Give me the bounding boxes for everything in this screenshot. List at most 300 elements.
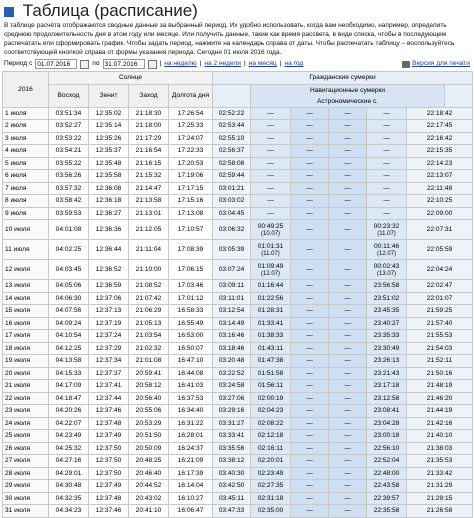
to-label: по: [92, 60, 100, 67]
astro-dusk-cell: —: [329, 107, 367, 120]
sunrise-cell: 04:29:01: [49, 467, 89, 480]
date-from-input[interactable]: [35, 59, 77, 69]
sunrise-cell: 03:55:22: [49, 157, 89, 170]
civil-dusk-cell: 21:26:58: [407, 505, 473, 518]
civil-dawn-cell: 03:01:21: [213, 182, 251, 195]
astro-dawn-cell: —: [291, 480, 329, 493]
sunrise-cell: 04:01:08: [49, 220, 89, 240]
zenith-cell: 12:37:46: [89, 505, 129, 518]
sunset-cell: 21:08:52: [129, 280, 169, 293]
civil-dusk-cell: 22:16:42: [407, 132, 473, 145]
table-row: [3, 330, 473, 343]
civil-dawn-cell: 03:47:33: [213, 505, 251, 518]
nautical-dawn-cell: 01:56:11: [251, 380, 291, 393]
sunset-cell: 20:59:41: [129, 367, 169, 380]
astro-dusk-cell: —: [329, 292, 367, 305]
table-row: [3, 280, 473, 293]
sunset-cell: 21:13:58: [129, 195, 169, 208]
nautical-dawn-cell: 02:08:22: [251, 417, 291, 430]
nautical-dusk-cell-date: (13.07): [377, 270, 397, 277]
daylength-cell: 17:20:53: [169, 157, 213, 170]
sunrise-cell: 04:18:47: [49, 392, 89, 405]
daylength-cell: 17:13:08: [169, 207, 213, 220]
nautical-dawn-cell-date: (10.07): [261, 230, 281, 237]
astro-dawn-cell: —: [291, 220, 329, 240]
nautical-dawn-cell: —: [251, 195, 291, 208]
civil-dawn-cell: 03:05:39: [213, 240, 251, 260]
zenith-cell: 12:37:49: [89, 480, 129, 493]
astro-dawn-cell: —: [291, 260, 329, 280]
date-to-input[interactable]: [103, 59, 145, 69]
calendar-from-icon[interactable]: [80, 60, 89, 69]
table-row: [3, 467, 473, 480]
civil-dawn-cell: 03:18:46: [213, 342, 251, 355]
table-row: [3, 207, 473, 220]
astro-dawn-cell: —: [291, 442, 329, 455]
day-cell: 18 июля: [3, 342, 49, 355]
astro-dusk-cell: —: [329, 280, 367, 293]
daylength-cell: 17:25:33: [169, 120, 213, 133]
astro-dawn-cell: —: [291, 342, 329, 355]
nautical-dawn-cell: 02:00:19: [251, 392, 291, 405]
daylength-cell: 16:34:40: [169, 405, 213, 418]
table-row: [3, 317, 473, 330]
day-cell: 10 июля: [3, 220, 49, 240]
civil-dusk-cell: 21:29:15: [407, 492, 473, 505]
zenith-cell: 12:35:14: [89, 120, 129, 133]
day-cell: 20 июля: [3, 367, 49, 380]
period-2weeks-link[interactable]: на 2 недели: [204, 60, 241, 67]
table-row: [3, 367, 473, 380]
astro-dawn-cell: —: [291, 455, 329, 468]
civil-dawn-cell: 02:53:44: [213, 120, 251, 133]
nautical-dawn-cell: 01:09:49 (12.07): [251, 260, 291, 280]
sunset-cell: 20:58:12: [129, 380, 169, 393]
day-cell: 17 июля: [3, 330, 49, 343]
civil-dawn-cell: 03:42:50: [213, 480, 251, 493]
print-version-link[interactable]: Версия для печати: [412, 60, 470, 67]
nautical-dusk-cell: 22:52:04: [367, 455, 407, 468]
period-year-link[interactable]: на год: [284, 60, 304, 67]
sunrise-cell: 03:57:32: [49, 182, 89, 195]
zenith-header: Зенит: [89, 84, 129, 107]
nautical-dawn-cell: —: [251, 157, 291, 170]
civil-dawn-cell: 03:14:49: [213, 317, 251, 330]
zenith-cell: 12:37:29: [89, 342, 129, 355]
astro-dawn-cell: —: [291, 392, 329, 405]
table-row: [3, 392, 473, 405]
sunset-cell: 21:16:15: [129, 157, 169, 170]
civil-dawn-cell: 02:52:22: [213, 107, 251, 120]
table-row: [3, 292, 473, 305]
table-row: [3, 442, 473, 455]
daylength-cell: 16:37:53: [169, 392, 213, 405]
daylength-cell: 17:19:06: [169, 170, 213, 183]
nautical-dawn-cell: —: [251, 182, 291, 195]
civil-dusk-cell: 21:31:29: [407, 480, 473, 493]
table-row: [3, 492, 473, 505]
nautical-dusk-cell: —: [367, 207, 407, 220]
astro-dawn-cell: —: [291, 170, 329, 183]
astro-dusk-cell: —: [329, 260, 367, 280]
nautical-dawn-cell: 02:20:01: [251, 455, 291, 468]
zenith-cell: 12:37:41: [89, 380, 129, 393]
civil-dusk-cell: 22:17:45: [407, 120, 473, 133]
nautical-dusk-cell-date: (11.07): [377, 230, 396, 237]
civil-dawn-cell: 03:06:32: [213, 220, 251, 240]
table-icon: [4, 7, 14, 17]
daylength-cell: 17:15:16: [169, 195, 213, 208]
daylength-cell: 16:28:01: [169, 430, 213, 443]
civil-dusk-cell: 22:07:31: [407, 220, 473, 240]
nautical-dusk-cell: 23:21:43: [367, 367, 407, 380]
nautical-dusk-cell: 23:26:13: [367, 355, 407, 368]
astro-dawn-cell: —: [291, 380, 329, 393]
nautical-dusk-cell: 22:56:10: [367, 442, 407, 455]
page-title-text: Таблица (расписание): [22, 1, 198, 20]
zenith-cell: 12:37:24: [89, 330, 129, 343]
astro-dawn-cell: —: [291, 330, 329, 343]
astro-dusk-cell: —: [329, 157, 367, 170]
sunrise-cell: 04:22:07: [49, 417, 89, 430]
nautical-dawn-cell: 01:16:44: [251, 280, 291, 293]
day-cell: 3 июля: [3, 132, 49, 145]
daylength-cell: 17:08:39: [169, 240, 213, 260]
sunrise-cell: 04:02:25: [49, 240, 89, 260]
astro-dusk-cell: —: [329, 492, 367, 505]
nautical-dawn-cell: —: [251, 145, 291, 158]
nautical-dawn-cell: 02:35:00: [251, 505, 291, 518]
nautical-dusk-cell-date: (12.07): [377, 250, 397, 257]
daylength-cell: 17:10:57: [169, 220, 213, 240]
day-cell: 4 июля: [3, 145, 49, 158]
zenith-cell: 12:35:48: [89, 157, 129, 170]
astro-dawn-cell: —: [291, 195, 329, 208]
page-description: В таблице расчёта отображаются сводные данные за выбранный период. Их удобно использовать, когда вам необходимо, например, определить среднюю продолжительность дня в этом году или месяце. Или получить данные, такие как время рассвета, в виде списка, чтобы в последующем распечатать или сформировать график. Чтобы задать период, нажмите на календарь справа от даты. Чтобы распечатать таблицу – воспользуйтесь соответствующей кнопкой справа от формы указания периода. Сегодня 01 июля 2016 года.: [4, 22, 455, 56]
astro-dusk-cell: —: [329, 330, 367, 343]
zenith-cell: 12:37:50: [89, 467, 129, 480]
nautical-dawn-cell: 01:28:31: [251, 305, 291, 318]
zenith-cell: 12:36:52: [89, 260, 129, 280]
nautical-dawn-cell: 02:27:35: [251, 480, 291, 493]
daylength-cell: 16:50:07: [169, 342, 213, 355]
table-row: [3, 405, 473, 418]
table-row: [3, 120, 473, 133]
nautical-dawn-cell: 01:33:41: [251, 317, 291, 330]
daylength-cell: 16:24:37: [169, 442, 213, 455]
table-row: [3, 220, 473, 240]
zenith-cell: 12:36:36: [89, 220, 129, 240]
astro-dawn-cell: —: [291, 367, 329, 380]
daylength-cell: 16:58:33: [169, 305, 213, 318]
nautical-dawn-cell: —: [251, 107, 291, 120]
sunset-cell: 21:14:47: [129, 182, 169, 195]
nautical-dusk-cell: 23:30:49: [367, 342, 407, 355]
astro-dusk-cell: —: [329, 505, 367, 518]
nautical-dusk-cell: —: [367, 182, 407, 195]
astro-dawn-cell: —: [291, 240, 329, 260]
astro-dawn-cell: —: [291, 405, 329, 418]
nautical-dawn-cell: 02:23:49: [251, 467, 291, 480]
civil-dusk-cell: 21:54:03: [407, 342, 473, 355]
period-week-link[interactable]: на неделю: [164, 60, 197, 67]
daylength-cell: 16:55:49: [169, 317, 213, 330]
sunrise-cell: 04:07:56: [49, 305, 89, 318]
civil-dawn-cell: 03:11:01: [213, 292, 251, 305]
nautical-dusk-cell: 22:43:58: [367, 480, 407, 493]
daylength-header: Долгота дня: [169, 84, 213, 107]
astro-dusk-cell: —: [329, 467, 367, 480]
civil-dusk-cell: 22:02:47: [407, 280, 473, 293]
table-row: [3, 380, 473, 393]
astro-dusk-cell: —: [329, 145, 367, 158]
nautical-dawn-cell: —: [251, 120, 291, 133]
nautical-dusk-cell: 23:45:35: [367, 305, 407, 318]
civil-dusk-cell: 22:14:23: [407, 157, 473, 170]
civil-dusk-cell: 22:05:59: [407, 240, 473, 260]
sunset-cell: 21:05:13: [129, 317, 169, 330]
nautical-dawn-cell: 02:12:18: [251, 430, 291, 443]
daylength-cell: 17:17:15: [169, 182, 213, 195]
zenith-cell: 12:37:34: [89, 355, 129, 368]
astro-dawn-cell: —: [291, 120, 329, 133]
nautical-twilight-label: Навигационные сумерки: [309, 86, 386, 94]
sunset-cell: 21:03:54: [129, 330, 169, 343]
nautical-dawn-cell: 02:16:11: [251, 442, 291, 455]
sunset-cell: 21:01:08: [129, 355, 169, 368]
sunset-cell: 21:06:29: [129, 305, 169, 318]
civil-dusk-cell: 22:01:07: [407, 292, 473, 305]
astro-dusk-cell: —: [329, 170, 367, 183]
sunset-cell: 21:12:05: [129, 220, 169, 240]
astro-dusk-cell: —: [329, 367, 367, 380]
printer-icon: [402, 61, 410, 68]
day-cell: 25 июля: [3, 430, 49, 443]
civil-dusk-cell: 21:33:42: [407, 467, 473, 480]
daylength-cell: 16:10:27: [169, 492, 213, 505]
astro-dawn-cell: —: [291, 145, 329, 158]
nautical-dusk-cell: 00:11:46 (12.07): [367, 240, 407, 260]
day-cell: 28 июля: [3, 467, 49, 480]
table-row: [3, 195, 473, 208]
civil-dawn-cell: 03:03:02: [213, 195, 251, 208]
daylength-cell: 16:31:22: [169, 417, 213, 430]
sunset-cell: 20:51:50: [129, 430, 169, 443]
astro-dusk-cell: —: [329, 417, 367, 430]
page-title: [0, 0, 474, 20]
nautical-dawn-cell: 01:38:33: [251, 330, 291, 343]
table-row: [3, 145, 473, 158]
zenith-cell: 12:37:50: [89, 455, 129, 468]
astro-dawn-cell: —: [291, 467, 329, 480]
sunset-cell: 21:15:32: [129, 170, 169, 183]
civil-dawn-cell: 03:31:27: [213, 417, 251, 430]
sunrise-cell: 03:52:27: [49, 120, 89, 133]
daylength-cell: 16:41:03: [169, 380, 213, 393]
day-cell: 30 июля: [3, 492, 49, 505]
sunrise-cell: 04:10:54: [49, 330, 89, 343]
nautical-dusk-cell: 23:56:58: [367, 280, 407, 293]
nautical-dawn-cell: 01:01:31 (11.07): [251, 240, 291, 260]
period-controls: Период с 01.07.2016 по 31.07.2016 | на неделю | на 2 недели | на месяц | на год Версия для печати: [0, 57, 474, 71]
daylength-cell: 16:47:10: [169, 355, 213, 368]
sunrise-cell: 03:51:34: [49, 107, 89, 120]
day-cell: 16 июля: [3, 317, 49, 330]
astro-dusk-cell: —: [329, 442, 367, 455]
table-row: [3, 132, 473, 145]
civil-dusk-cell: 21:40:10: [407, 430, 473, 443]
daylength-cell: 17:26:54: [169, 107, 213, 120]
civil-dawn-cell: 03:24:58: [213, 380, 251, 393]
table-row: [3, 182, 473, 195]
civil-dusk-cell: 21:55:53: [407, 330, 473, 343]
sunrise-cell: 03:56:26: [49, 170, 89, 183]
astro-dusk-cell: —: [329, 132, 367, 145]
nautical-dusk-cell: 23:17:18: [367, 380, 407, 393]
civil-dawn-cell: 03:45:11: [213, 492, 251, 505]
nautical-dusk-cell: 22:48:00: [367, 467, 407, 480]
sunrise-cell: 04:05:06: [49, 280, 89, 293]
astro-dawn-cell: —: [291, 417, 329, 430]
astro-dusk-cell: —: [329, 240, 367, 260]
zenith-cell: 12:36:27: [89, 207, 129, 220]
table-row: [3, 170, 473, 183]
sunrise-cell: 04:34:23: [49, 505, 89, 518]
daylength-cell: 17:01:12: [169, 292, 213, 305]
print-version[interactable]: [402, 57, 470, 71]
nautical-dusk-cell: 23:40:27: [367, 317, 407, 330]
nautical-dawn-cell: —: [251, 132, 291, 145]
civil-dusk-cell: 21:50:16: [407, 367, 473, 380]
daylength-cell: 16:53:00: [169, 330, 213, 343]
sunset-cell: 21:11:04: [129, 240, 169, 260]
astro-dawn-cell: —: [291, 107, 329, 120]
nautical-dawn-cell: 01:51:58: [251, 367, 291, 380]
day-cell: 8 июля: [3, 195, 49, 208]
astro-dawn-cell: —: [291, 317, 329, 330]
day-cell: 14 июля: [3, 292, 49, 305]
sunset-header: Заход: [129, 84, 169, 107]
day-cell: 1 июля: [3, 107, 49, 120]
schedule-body: [3, 107, 473, 517]
sunrise-cell: 04:06:30: [49, 292, 89, 305]
civil-dusk-cell: 21:57:40: [407, 317, 473, 330]
astro-dawn-cell: —: [291, 430, 329, 443]
astro-dawn-cell: —: [291, 132, 329, 145]
astro-dusk-cell: —: [329, 195, 367, 208]
astro-dusk-cell: —: [329, 207, 367, 220]
sunrise-cell: 04:23:49: [49, 430, 89, 443]
sunset-cell: 20:48:25: [129, 455, 169, 468]
nautical-dusk-cell: —: [367, 120, 407, 133]
year-header: 2016: [3, 72, 49, 108]
zenith-cell: 12:37:48: [89, 492, 129, 505]
nautical-dawn-cell: 01:22:56: [251, 292, 291, 305]
civil-dawn-cell: 03:07:24: [213, 260, 251, 280]
day-cell: 12 июля: [3, 260, 49, 280]
nautical-dusk-cell: 00:02:43 (13.07): [367, 260, 407, 280]
astro-dusk-cell: —: [329, 380, 367, 393]
astro-dawn-cell: —: [291, 305, 329, 318]
sunrise-cell: 04:20:26: [49, 405, 89, 418]
day-cell: 21 июля: [3, 380, 49, 393]
day-cell: 29 июля: [3, 480, 49, 493]
sunset-cell: 20:43:02: [129, 492, 169, 505]
astro-dusk-cell: —: [329, 480, 367, 493]
nautical-dusk-cell: —: [367, 107, 407, 120]
civil-dawn-cell: 03:09:11: [213, 280, 251, 293]
astro-twilight-label: Астрономические с.: [316, 97, 379, 105]
civil-dawn-cell: 03:35:56: [213, 442, 251, 455]
zenith-cell: 12:37:44: [89, 392, 129, 405]
civil-dawn-cell: 02:58:08: [213, 157, 251, 170]
sunrise-header: Восход: [49, 84, 89, 107]
civil-dusk-cell: 21:48:19: [407, 380, 473, 393]
zenith-cell: 12:37:13: [89, 305, 129, 318]
calendar-to-icon[interactable]: [148, 60, 157, 69]
table-row: [3, 480, 473, 493]
sunset-cell: 20:56:40: [129, 392, 169, 405]
day-cell: 13 июля: [3, 280, 49, 293]
day-cell: 27 июля: [3, 455, 49, 468]
civil-dawn-cell: 03:40:30: [213, 467, 251, 480]
period-month-link[interactable]: на месяц: [248, 60, 277, 67]
nautical-dawn-cell: 01:43:11: [251, 342, 291, 355]
civil-dawn-cell: 03:38:12: [213, 455, 251, 468]
sunrise-cell: 03:54:21: [49, 145, 89, 158]
astro-dusk-cell: —: [329, 355, 367, 368]
astro-dusk-cell: —: [329, 220, 367, 240]
civil-dawn-cell: 03:16:46: [213, 330, 251, 343]
sunset-cell: 20:50:09: [129, 442, 169, 455]
nautical-dawn-cell: —: [251, 207, 291, 220]
nautical-dusk-cell: —: [367, 195, 407, 208]
daylength-cell: 17:24:07: [169, 132, 213, 145]
daylength-cell: 17:22:33: [169, 145, 213, 158]
astro-dawn-cell: —: [291, 292, 329, 305]
table-row: [3, 107, 473, 120]
civil-dusk-cell: 21:35:53: [407, 455, 473, 468]
zenith-cell: 12:37:48: [89, 417, 129, 430]
civil-dusk-cell: 21:44:19: [407, 405, 473, 418]
civil-dawn-cell: 02:56:37: [213, 145, 251, 158]
sunrise-cell: 04:25:32: [49, 442, 89, 455]
day-cell: 9 июля: [3, 207, 49, 220]
daylength-cell: 16:06:47: [169, 505, 213, 518]
astro-dusk-cell: —: [329, 430, 367, 443]
sunrise-cell: 03:58:42: [49, 195, 89, 208]
zenith-cell: 12:37:37: [89, 367, 129, 380]
zenith-cell: 12:36:08: [89, 182, 129, 195]
table-row: [3, 260, 473, 280]
astro-dusk-cell: —: [329, 455, 367, 468]
astro-dawn-cell: —: [291, 355, 329, 368]
civil-dusk-cell: 22:09:00: [407, 207, 473, 220]
sunset-cell: 21:18:00: [129, 120, 169, 133]
nautical-dusk-cell: 23:04:28: [367, 417, 407, 430]
nautical-dawn-cell: 01:47:38: [251, 355, 291, 368]
daylength-cell: 16:44:08: [169, 367, 213, 380]
day-cell: 19 июля: [3, 355, 49, 368]
sunset-cell: 21:16:54: [129, 145, 169, 158]
daylength-cell: 16:21:09: [169, 455, 213, 468]
zenith-cell: 12:37:19: [89, 317, 129, 330]
day-cell: 24 июля: [3, 417, 49, 430]
civil-dawn-cell: 03:20:48: [213, 355, 251, 368]
day-cell: 31 июля: [3, 505, 49, 518]
sunrise-cell: 04:12:25: [49, 342, 89, 355]
astro-dusk-cell: —: [329, 342, 367, 355]
